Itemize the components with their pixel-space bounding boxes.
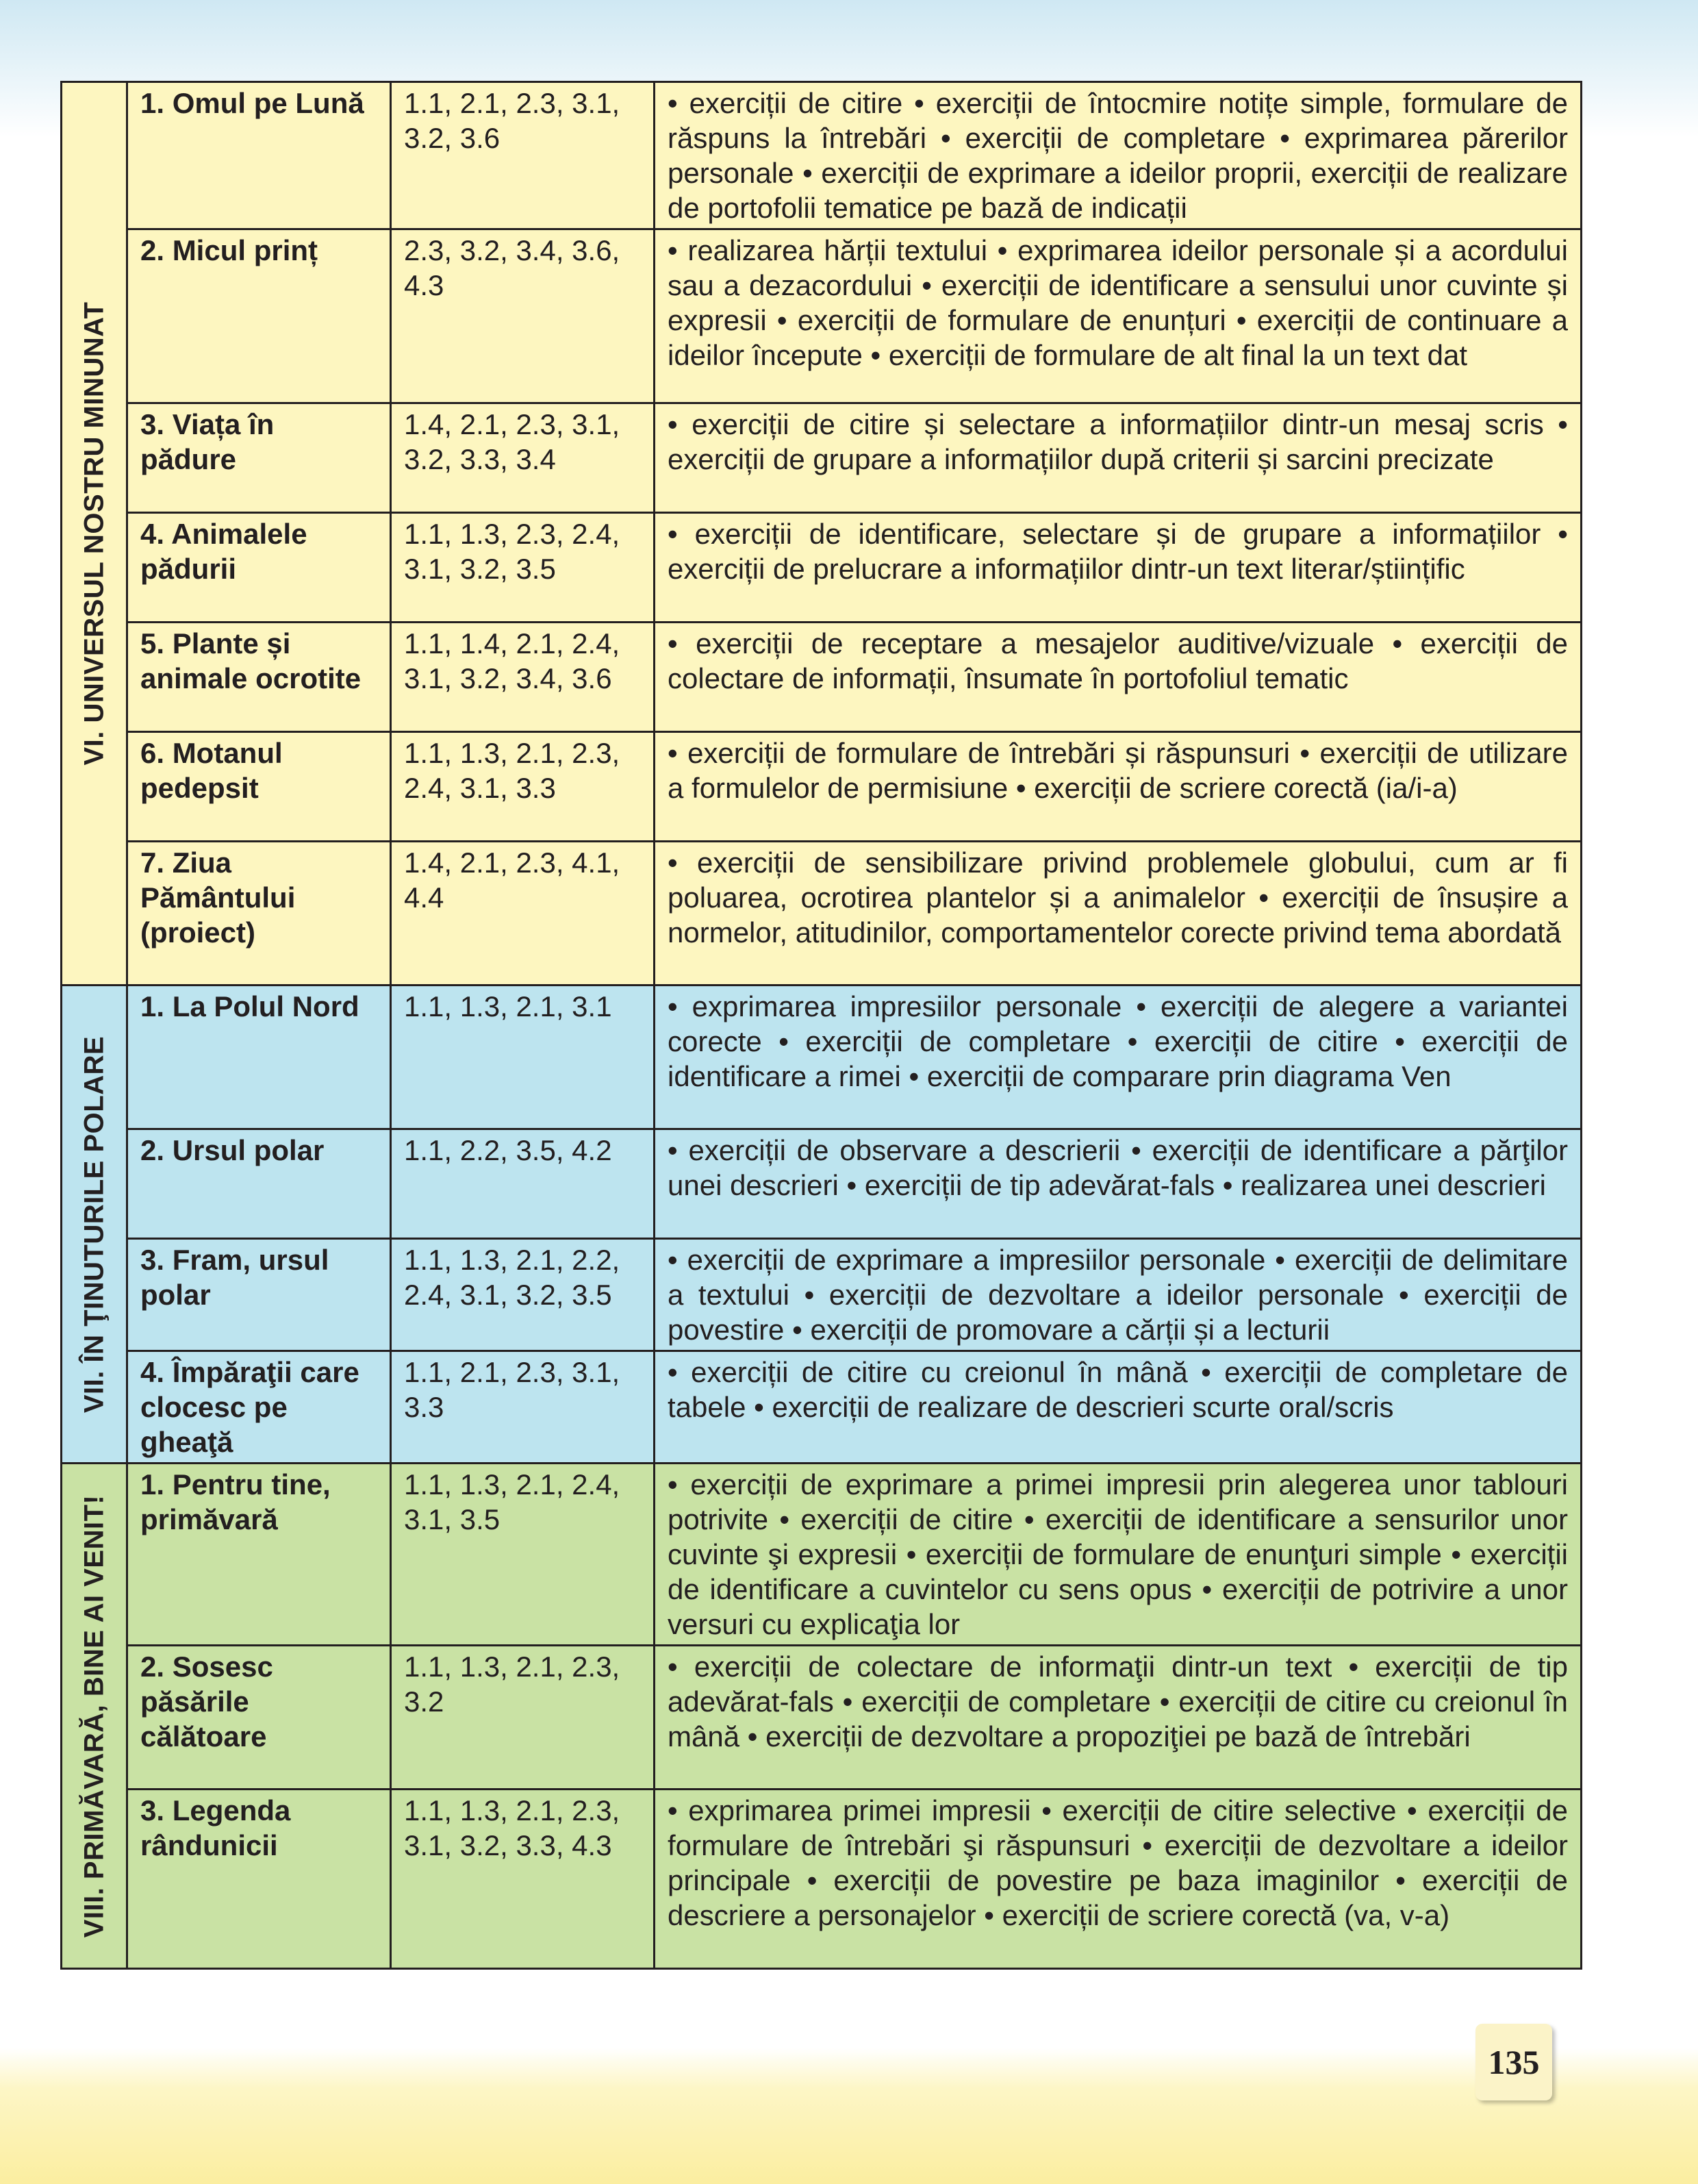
- table-row: [62, 513, 1582, 623]
- activities: • exerciții de formulare de întrebări și răspunsuri • exerciții de utilizare a formulelor de permisiune • exerciții de scriere corectă (ia/i-a): [655, 732, 1582, 842]
- table-row: [62, 1129, 1582, 1239]
- table-row: [62, 623, 1582, 732]
- lesson-title: 2. Micul prinț: [127, 229, 391, 403]
- lesson-title: 1. Omul pe Lună: [127, 82, 391, 229]
- lesson-title: 4. Împăraţii care clocesc pe gheaţă: [127, 1351, 391, 1464]
- activities: • exerciții de citire cu creionul în mână • exerciții de completare de tabele • exerciții de realizare de descrieri scurte oral/scris: [655, 1351, 1582, 1464]
- table-row: [62, 1239, 1582, 1351]
- page-number: 135: [1475, 2024, 1552, 2100]
- competencies: 1.1, 1.3, 2.1, 2.3, 2.4, 3.1, 3.3: [391, 732, 655, 842]
- lesson-title: 1. La Polul Nord: [127, 986, 391, 1129]
- lesson-title: 1. Pentru tine, primăvară: [127, 1464, 391, 1646]
- activities: • exprimarea primei impresii • exerciții de citire selective • exerciții de formulare de întrebări şi răspunsuri • exerciții de dezvoltare a ideilor principale • exerciții de povestire pe baza imaginilor • exerciții de descriere a personajelor • exerciții de scriere corectă (va, v-a): [655, 1790, 1582, 1969]
- table-row: [62, 1464, 1582, 1646]
- competencies: 1.1, 1.3, 2.1, 2.3, 3.2: [391, 1646, 655, 1790]
- page-bottom-background: [0, 2048, 1698, 2184]
- activities: • exerciții de exprimare a impresiilor personale • exerciții de delimitare a textului • exerciții de dezvoltare a ideilor personale • exerciții de povestire • exerciții de promovare a cărții și a lecturii: [655, 1239, 1582, 1351]
- activities: • exerciții de observare a descrierii • exerciții de identificare a părţilor unei descrieri • exerciții de tip adevărat-fals • realizarea unei descrieri: [655, 1129, 1582, 1239]
- activities: • exerciții de exprimare a primei impresii prin alegerea unor tablouri potrivite • exerciții de citire • exerciții de identificare a sensurilor unor cuvinte şi expresii • exerciții de formulare de enunţuri simple • exerciții de identificare a cuvintelor cu sens opus • exerciții de potrivire a unor versuri cu explicaţia lor: [655, 1464, 1582, 1646]
- lesson-title: 4. Animalele pădurii: [127, 513, 391, 623]
- competencies: 1.1, 1.3, 2.3, 2.4, 3.1, 3.2, 3.5: [391, 513, 655, 623]
- competencies: 1.1, 2.1, 2.3, 3.1, 3.3: [391, 1351, 655, 1464]
- activities: • exerciții de citire și selectare a informațiilor dintr-un mesaj scris • exerciții de grupare a informațiilor după criterii și sarcini precizate: [655, 403, 1582, 513]
- lesson-title: 2. Ursul polar: [127, 1129, 391, 1239]
- competencies: 1.1, 1.3, 2.1, 2.3, 3.1, 3.2, 3.3, 4.3: [391, 1790, 655, 1969]
- activities: • exerciții de citire • exerciții de întocmire notițe simple, formulare de răspuns la întrebări • exerciții de completare • exprimarea părerilor personale • exerciții de exprimare a ideilor proprii, exerciții de realizare de portofolii tematice pe bază de indicații: [655, 82, 1582, 229]
- unit-title: VI. UNIVERSUL NOSTRU MINUNAT: [79, 301, 109, 766]
- table-row: [62, 229, 1582, 403]
- table-row: [62, 1646, 1582, 1790]
- unit-title-cell: [62, 986, 127, 1464]
- unit-title-cell: [62, 1464, 127, 1969]
- competencies: 1.1, 1.4, 2.1, 2.4, 3.1, 3.2, 3.4, 3.6: [391, 623, 655, 732]
- lesson-title: 7. Ziua Pământului (proiect): [127, 842, 391, 986]
- competencies: 1.1, 2.1, 2.3, 3.1, 3.2, 3.6: [391, 82, 655, 229]
- lesson-title: 3. Fram, ursul polar: [127, 1239, 391, 1351]
- activities: • realizarea hărții textului • exprimarea ideilor personale și a acordului sau a dezacordului • exerciții de identificare a sensului unor cuvinte și expresii • exerciții de formulare de enunțuri • exerciții de continuare a ideilor începute • exerciții de formulare de alt final la un text dat: [655, 229, 1582, 403]
- activities: • exerciții de colectare de informaţii dintr-un text • exerciții de tip adevărat-fals • exerciții de completare • exerciții de citire cu creionul în mână • exerciții de dezvoltare a propoziţiei pe bază de întrebări: [655, 1646, 1582, 1790]
- table-row: [62, 403, 1582, 513]
- competencies: 1.1, 1.3, 2.1, 2.4, 3.1, 3.5: [391, 1464, 655, 1646]
- competencies: 1.1, 1.3, 2.1, 2.2, 2.4, 3.1, 3.2, 3.5: [391, 1239, 655, 1351]
- lesson-title: 6. Motanul pedepsit: [127, 732, 391, 842]
- competencies: 2.3, 3.2, 3.4, 3.6, 4.3: [391, 229, 655, 403]
- unit-title: VIII. PRIMĂVARĂ, BINE AI VENIT!: [79, 1494, 109, 1937]
- lesson-title: 3. Legenda rândunicii: [127, 1790, 391, 1969]
- lesson-title: 3. Viața în pădure: [127, 403, 391, 513]
- competencies: 1.1, 1.3, 2.1, 3.1: [391, 986, 655, 1129]
- curriculum-table: [60, 81, 1582, 1970]
- lesson-title: 5. Plante și animale ocrotite: [127, 623, 391, 732]
- table-row: [62, 1351, 1582, 1464]
- activities: • exprimarea impresiilor personale • exerciții de alegere a variantei corecte • exerciții de completare • exerciții de citire • exerciții de identificare a rimei • exerciții de comparare prin diagrama Ven: [655, 986, 1582, 1129]
- activities: • exerciții de sensibilizare privind problemele globului, cum ar fi poluarea, ocrotirea plantelor și a animalelor • exerciții de însușire a normelor, atitudinilor, comportamentelor corecte privind tema abordată: [655, 842, 1582, 986]
- competencies: 1.1, 2.2, 3.5, 4.2: [391, 1129, 655, 1239]
- activities: • exerciții de receptare a mesajelor auditive/vizuale • exerciții de colectare de informații, însumate în portofoliul tematic: [655, 623, 1582, 732]
- table-row: [62, 842, 1582, 986]
- unit-title: VII. ÎN ŢINUTURILE POLARE: [79, 1035, 109, 1413]
- table-row: [62, 732, 1582, 842]
- competencies: 1.4, 2.1, 2.3, 4.1, 4.4: [391, 842, 655, 986]
- lesson-title: 2. Sosesc păsările călătoare: [127, 1646, 391, 1790]
- activities: • exerciții de identificare, selectare și de grupare a informațiilor • exerciții de prelucrare a informațiilor dintr-un text literar/științific: [655, 513, 1582, 623]
- table-row: [62, 82, 1582, 229]
- table-row: [62, 1790, 1582, 1969]
- unit-title-cell: [62, 82, 127, 986]
- table-row: [62, 986, 1582, 1129]
- competencies: 1.4, 2.1, 2.3, 3.1, 3.2, 3.3, 3.4: [391, 403, 655, 513]
